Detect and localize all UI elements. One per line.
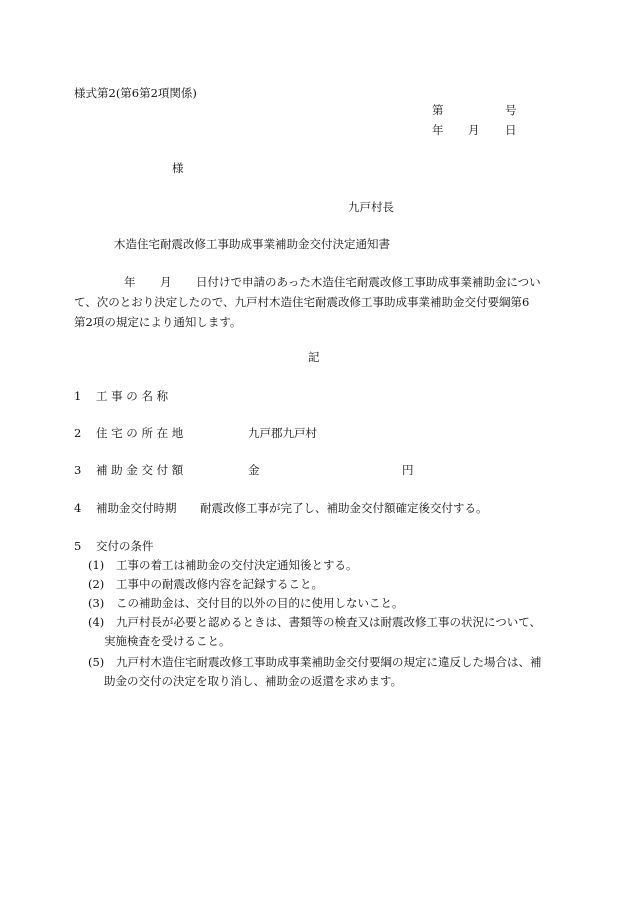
condition-text: 工事の着工は補助金の交付決定通知後とする。 [116, 558, 358, 572]
condition-num: (3) [88, 596, 105, 610]
item-2-label: 住 宅 の 所 在 地 [96, 426, 184, 440]
condition-continuation: 実施検査を受けること。 [104, 634, 231, 648]
body-line1: 日付けで申請のあった木造住宅耐震改修工事助成事業補助金につい [196, 275, 541, 289]
condition-item [88, 575, 323, 594]
condition-text: 九戸村木造住宅耐震改修工事助成事業補助金交付要綱の規定に違反した場合は、補 [116, 655, 542, 669]
body-month: 月 [160, 275, 172, 289]
body-line2: て、次のとおり決定したので、九戸村木造住宅耐震改修工事助成事業補助金交付要綱第6 [74, 295, 530, 309]
item-4-num: 4 [74, 501, 82, 515]
item-4-label: 補助金交付時期 [96, 501, 177, 515]
condition-item [88, 556, 358, 575]
condition-item [88, 613, 541, 632]
doc-number-prefix: 第 [432, 103, 444, 117]
date-year: 年 [432, 123, 444, 137]
form-id: 様式第2(第6第2項関係) [74, 86, 197, 100]
condition-item [88, 653, 542, 672]
recipient-suffix: 様 [172, 161, 184, 175]
ki-heading: 記 [308, 350, 320, 364]
condition-text: 工事中の耐震改修内容を記録すること。 [116, 577, 323, 591]
condition-item [88, 594, 404, 613]
item-1-num: 1 [74, 389, 82, 403]
condition-num: (1) [88, 558, 105, 572]
condition-text: この補助金は、交付目的以外の目的に使用しないこと。 [116, 596, 404, 610]
date-day: 日 [505, 123, 517, 137]
item-2-value: 九戸郡九戸村 [248, 426, 317, 440]
body-line3: 第2項の規定により通知します。 [74, 315, 242, 329]
item-2-num: 2 [74, 426, 82, 440]
body-year: 年 [124, 275, 136, 289]
condition-text: 九戸村長が必要と認めるときは、書類等の検査又は耐震改修工事の状況について、 [116, 615, 542, 629]
item-1-label: 工 事 の 名 称 [96, 389, 169, 403]
doc-number-suffix: 号 [505, 103, 517, 117]
page-title: 木造住宅耐震改修工事助成事業補助金交付決定通知書 [114, 237, 390, 251]
issuer: 九戸村長 [348, 200, 394, 214]
item-3-num: 3 [74, 463, 82, 477]
condition-num: (4) [88, 615, 105, 629]
item-5-num: 5 [74, 539, 82, 553]
item-3-label: 補 助 金 交 付 額 [96, 463, 184, 477]
condition-num: (2) [88, 577, 105, 591]
item-4-value: 耐震改修工事が完了し、補助金交付額確定後交付する。 [200, 501, 488, 515]
conditions-heading: 交付の条件 [96, 539, 154, 553]
item-3-value: 金 [248, 463, 260, 477]
condition-continuation: 助金の交付の決定を取り消し、補助金の返還を求めます。 [104, 674, 403, 688]
date-month: 月 [468, 123, 480, 137]
item-3-value2: 円 [402, 463, 414, 477]
condition-num: (5) [88, 655, 105, 669]
